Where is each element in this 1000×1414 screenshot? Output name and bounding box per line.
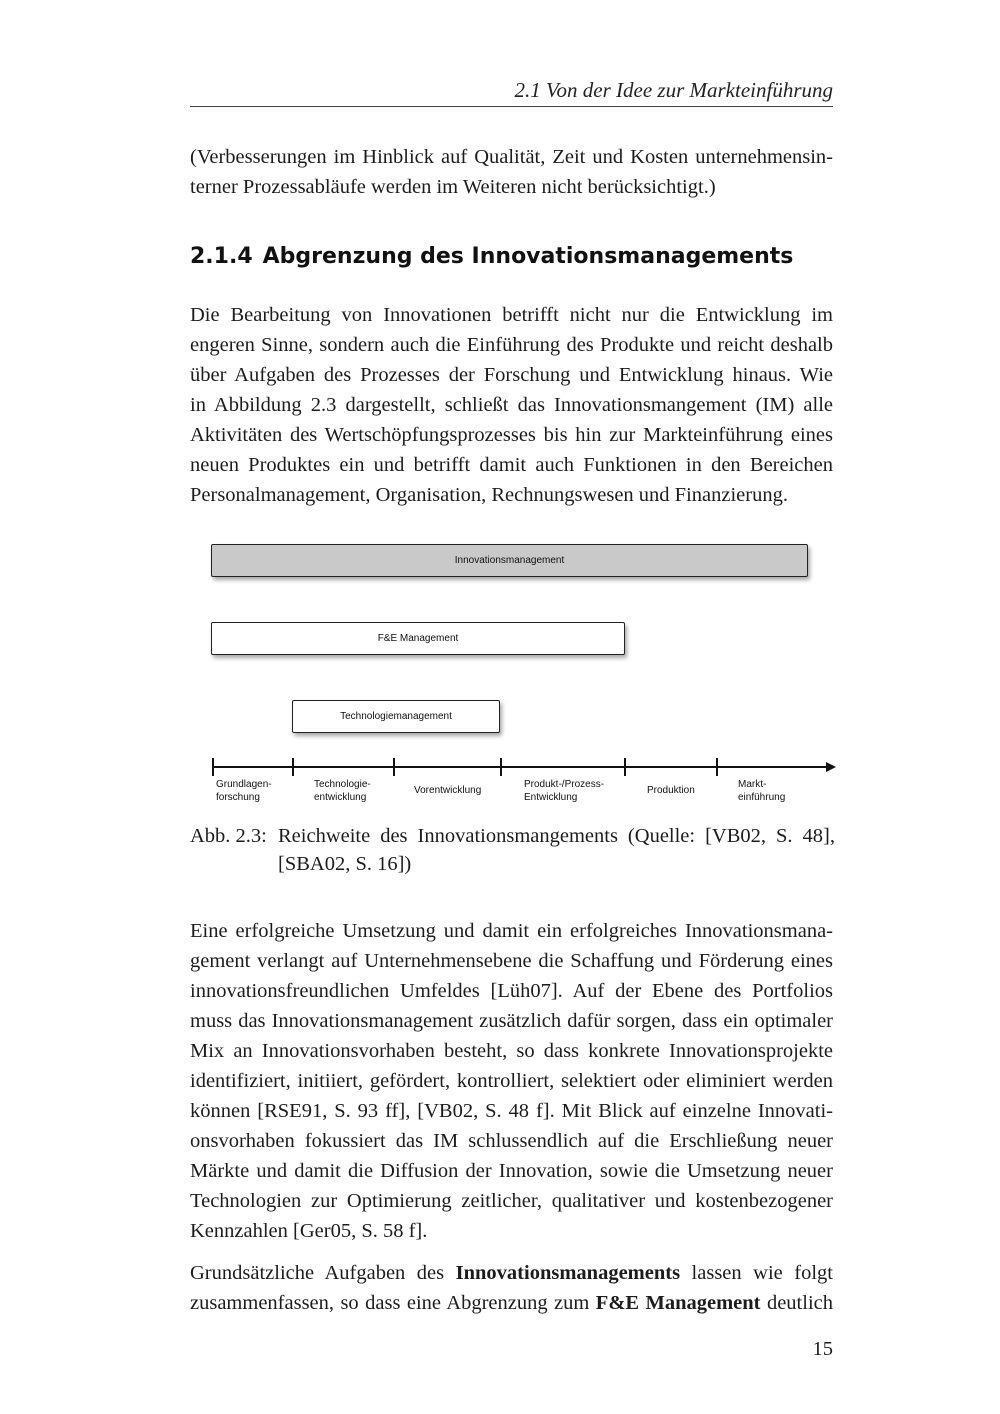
phase-label: [216, 778, 272, 804]
timeline-arrow-icon: [826, 762, 836, 772]
timeline-axis: [212, 766, 832, 768]
paragraph-line: Mix an Innovationsvorhaben besteht, so dass konkrete Innovationsprojekte: [190, 1040, 833, 1062]
bar-label: Innovationsmanagement: [454, 555, 565, 566]
paragraph-line: gement verlangt auf Unternehmensebene die Schaffung und Förderung eines: [190, 950, 833, 972]
phase-line: Grundlagen-: [216, 779, 272, 790]
section-title: Abgrenzung des Innovationsmanagements: [262, 244, 794, 269]
paragraph-line: über Aufgaben des Prozesses der Forschung und Entwicklung hinaus. Wie: [190, 364, 833, 386]
caption-prefix: Abb. 2.3:: [190, 825, 267, 847]
caption-line: Reichweite des Innovationsmangements (Quelle: [VB02, S. 48],: [278, 825, 835, 847]
timeline-tick: [624, 758, 626, 776]
paragraph-1: [190, 300, 833, 510]
paragraph-2: [190, 916, 833, 1246]
text-run: zusammenfassen, so dass eine Abgrenzung zum: [190, 1292, 596, 1314]
bar-technologiemanagement: [292, 700, 500, 733]
paragraph-intro: [190, 142, 833, 202]
phase-line: Markt-: [738, 779, 767, 790]
bold-term: Innovationsmanagements: [455, 1262, 681, 1284]
running-header: [190, 78, 833, 107]
paragraph-line: Aktivitäten des Wertschöpfungsprozesses bis hin zur Markteinführung eines: [190, 424, 833, 446]
phase-label: [314, 778, 371, 804]
paragraph-line: [190, 1288, 833, 1318]
paragraph-line: engeren Sinne, sondern auch die Einführung des Produkte und reicht deshalb: [190, 334, 833, 356]
figure-innovation-scope: [190, 540, 840, 810]
text-run: Grundsätzliche Aufgaben des: [190, 1262, 456, 1284]
paragraph-line: Technologien zur Optimierung zeitlicher, qualitativer und kostenbezogener: [190, 1190, 833, 1212]
section-number: 2.1.4: [190, 244, 253, 269]
paragraph-line: Märkte und damit die Diffusion der Innovation, sowie die Umsetzung neuer: [190, 1160, 833, 1182]
bar-label: Technologiemanagement: [340, 711, 452, 722]
bar-innovationsmanagement: [211, 544, 808, 577]
text-run: lassen wie folgt: [680, 1262, 833, 1284]
bold-term: F&E Management: [595, 1292, 761, 1314]
paragraph-line: [190, 1258, 833, 1288]
phase-label: [524, 778, 604, 804]
phase-line: Produkt-/Prozess-: [524, 779, 605, 790]
section-heading: [190, 244, 793, 269]
phase-line: Produktion: [647, 785, 695, 796]
caption-line: [SBA02, S. 16]): [278, 853, 412, 875]
phase-line: Entwicklung: [524, 792, 578, 803]
bar-fe-management: [211, 622, 625, 655]
phase-line: einführung: [738, 792, 786, 803]
paragraph-line: Kennzahlen [Ger05, S. 58 f].: [190, 1220, 428, 1242]
page-number: 15: [812, 1338, 833, 1360]
timeline-tick: [212, 758, 214, 776]
paragraph-line: können [RSE91, S. 93 ff], [VB02, S. 48 f]. Mit Blick auf einzelne Innovati-: [190, 1100, 833, 1122]
paragraph-line: in Abbildung 2.3 dargestellt, schließt das Innovationsmangement (IM) alle: [190, 394, 833, 416]
phase-label: [414, 784, 481, 797]
phase-label: [647, 784, 695, 797]
paragraph-line: onsvorhaben fokussiert das IM schlussendlich auf die Erschließung neuer: [190, 1130, 833, 1152]
paragraph-line: Eine erfolgreiche Umsetzung und damit ein erfolgreiches Innovationsmana-: [190, 920, 833, 942]
paragraph-line: Die Bearbeitung von Innovationen betrifft nicht nur die Entwicklung im: [190, 304, 833, 326]
paragraph-line: identifiziert, initiiert, gefördert, kontrolliert, selektiert oder eliminiert werden: [190, 1070, 833, 1092]
paragraph-line: muss das Innovationsmanagement zusätzlich dafür sorgen, dass ein optimaler: [190, 1010, 833, 1032]
timeline-tick: [393, 758, 395, 776]
bar-label: F&E Management: [377, 633, 459, 644]
paragraph-line: innovationsfreundlichen Umfeldes [Lüh07]. Auf der Ebene des Portfolios: [190, 980, 833, 1002]
phase-label: [738, 778, 785, 804]
paragraph-line: (Verbesserungen im Hinblick auf Qualität, Zeit und Kosten unternehmensin-: [190, 146, 833, 168]
caption-body: [278, 822, 835, 878]
timeline-tick: [500, 758, 502, 776]
running-header-text: 2.1 Von der Idee zur Markteinführung: [514, 78, 833, 102]
timeline-tick: [292, 758, 294, 776]
phase-line: Technologie-: [314, 779, 371, 790]
paragraph-line: terner Prozessabläufe werden im Weiteren nicht berücksichtigt.): [190, 176, 716, 198]
paragraph-3: [190, 1258, 833, 1318]
paragraph-line: Personalmanagement, Organisation, Rechnungswesen und Finanzierung.: [190, 484, 788, 506]
phase-line: forschung: [216, 792, 260, 803]
paragraph-line: neuen Produktes ein und betrifft damit auch Funktionen in den Bereichen: [190, 454, 833, 476]
timeline-tick: [716, 758, 718, 776]
phase-line: Vorentwicklung: [414, 785, 482, 796]
text-run: deutlich: [760, 1292, 833, 1314]
phase-line: entwicklung: [314, 792, 367, 803]
